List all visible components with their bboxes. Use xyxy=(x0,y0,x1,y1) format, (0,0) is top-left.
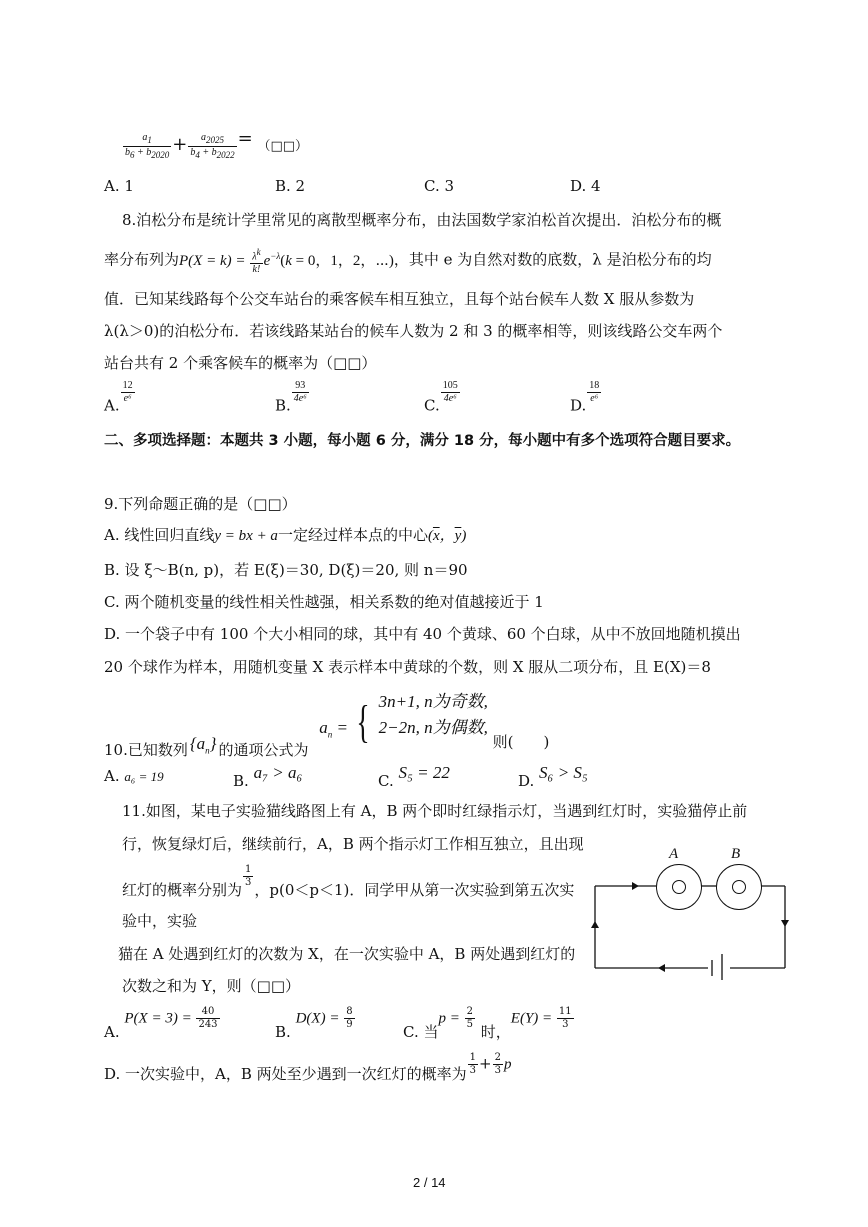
q11-option-a: A. P(X = 3) = $\frac{40}{243}$ xyxy=(104,1006,218,1041)
q8-line2-pre: 率分布列为 xyxy=(104,250,180,269)
q9-option-c: C. 两个随机变量的线性相关性越强，相关系数的绝对值越接近于 1 xyxy=(104,593,544,611)
q8-line4: λ(λ＞0)的泊松分布．若该线路某站台的候车人数为 2 和 3 的概率相等，则该线路公交车两个 xyxy=(104,322,723,340)
q11-line4: 验中，实验 xyxy=(122,912,198,930)
q8-option-a: A. $\frac{12}{\text{e⁶}}$ xyxy=(104,380,133,415)
q9-option-d-line2: 20 个球作为样本，用随机变量 X 表示样本中黄球的个数，则 X 服从二项分布，且 E(X)＝8 xyxy=(104,658,711,676)
piecewise-case-1: 3n+1, n为奇数, xyxy=(378,692,488,711)
piecewise-an: $a_n$ = { 3n+1, n为奇数, 2−2n, n为偶数, xyxy=(319,689,488,745)
q11-option-b: B. D(X) = $\frac{8}{9}$ xyxy=(275,1006,353,1041)
q7-option-a: A. 1 xyxy=(104,177,134,195)
section-heading: 二、多项选择题：本题共 3 小题，每小题 6 分，满分 18 分，每小题中有多个选项符合题目要求。 xyxy=(104,433,741,449)
q8-line1: 8.泊松分布是统计学里常见的离散型概率分布，由法国数学家泊松首次提出．泊松分布的概 xyxy=(122,211,722,229)
q10-option-b: B. a₇ > a₆ xyxy=(233,763,303,790)
q7-frac-1: $\frac{a1}{b6 + b2020}$ xyxy=(125,131,170,160)
q8-line2 xyxy=(104,246,712,276)
q9-option-d-line1: D. 一个袋子中有 100 个大小相同的球，其中有 40 个黄球、60 个白球，从中不放回地随机摸出 xyxy=(104,625,741,643)
q10-option-a: A. a₆ = 19 xyxy=(104,767,164,785)
lamp-b xyxy=(716,864,762,910)
q7-option-d: D. 4 xyxy=(570,177,601,195)
q10-option-c: C. S₅ = 22 xyxy=(378,763,450,790)
fraction-one-third: $\frac{1}{3}$ xyxy=(245,864,252,888)
q10-stem: 10.已知数列 $\{a_n\}$ 的通项公式为 $a_n$ = { 3n+1, n为奇数, 2−2n, n为偶数, 则( ) xyxy=(104,689,549,745)
q7-tail: （□□） xyxy=(257,139,309,154)
q10-option-d: D. S₆ > S₅ xyxy=(518,763,588,790)
q11-line5: 猫在 A 处遇到红灯的次数为 X，在一次实验中 A，B 两处遇到红灯的 xyxy=(118,945,576,963)
q8-line2-post: ，其中 e 为自然对数的底数，λ 是泊松分布的均 xyxy=(393,250,712,269)
piecewise-case-2: 2−2n, n为偶数, xyxy=(378,718,488,737)
circuit-diagram xyxy=(590,846,790,980)
q9-option-b: B. 设 ξ～B(n, p)，若 E(ξ)＝30, D(ξ)＝20, 则 n＝90 xyxy=(104,561,468,579)
q8-option-b: B. $\frac{93}{\text{4e⁶}}$ xyxy=(275,380,307,415)
q8-line3: 值．已知某线路每个公交车站台的乘客候车相互独立，且每个站台候车人数 X 服从参数为 xyxy=(104,290,695,308)
q11-line1: 11.如图，某电子实验猫线路图上有 A，B 两个即时红绿指示灯，当遇到红灯时，实验猫停止前 xyxy=(122,802,748,820)
q8-line5: 站台共有 2 个乘客候车的概率为（□□） xyxy=(104,354,377,372)
q11-option-c: C. 当p = $\frac{2}{5}$ 时，E(Y) = $\frac{11}{3}$ xyxy=(403,1006,572,1041)
lamp-a-label: A xyxy=(669,846,679,862)
q7-option-b: B. 2 xyxy=(275,177,306,195)
q8-option-c: C. $\frac{105}{\text{4e⁶}}$ xyxy=(424,380,458,415)
q7-frac-2: $\frac{a2025}{b4 + b2022}$ xyxy=(190,131,235,160)
q8-option-d: D. $\frac{18}{\text{e⁶}}$ xyxy=(570,380,600,415)
regression-line: y = bx + a xyxy=(214,528,278,544)
page-number: 2 / 14 xyxy=(413,1175,446,1190)
sequence-an: $\{a_n\}$ xyxy=(189,734,217,756)
lamp-a xyxy=(656,864,702,910)
q7-expression: $\frac{a1}{b6 + b2020}$ + $\frac{a2025}{b4 + b2022}$ = （□□） xyxy=(125,128,309,160)
q9-option-a: A. 线性回归直线y = bx + a一定经过样本点的中心($\overline{x}$，$\overline{y}$) xyxy=(104,526,467,544)
q7-option-c: C. 3 xyxy=(424,177,455,195)
q11-option-d: D. 一次实验中，A，B 两处至少遇到一次红灯的概率为 $\frac{1}{3}$ + $\frac{2}{3}$ p xyxy=(104,1052,512,1083)
q9-stem: 9.下列命题正确的是（□□） xyxy=(104,495,297,513)
poisson-formula: P(X = k) = $\frac{\lambda k}{k!}$ $e^{-\lambda}(k = 0$，1，2，⋯) xyxy=(179,247,394,276)
sample-center: ($\overline{x}$，$\overline{y}$) xyxy=(427,528,467,544)
lamp-b-label: B xyxy=(731,846,741,862)
q11-line6: 次数之和为 Y，则（□□） xyxy=(122,977,301,995)
q11-line3: 红灯的概率分别为 $\frac{1}{3}$ ，p(0＜p＜1)．同学甲从第一次实验到第五次实 xyxy=(122,864,575,899)
q11-line2: 行，恢复绿灯后，继续前行，A，B 两个指示灯工作相互独立，且出现 xyxy=(122,835,584,853)
